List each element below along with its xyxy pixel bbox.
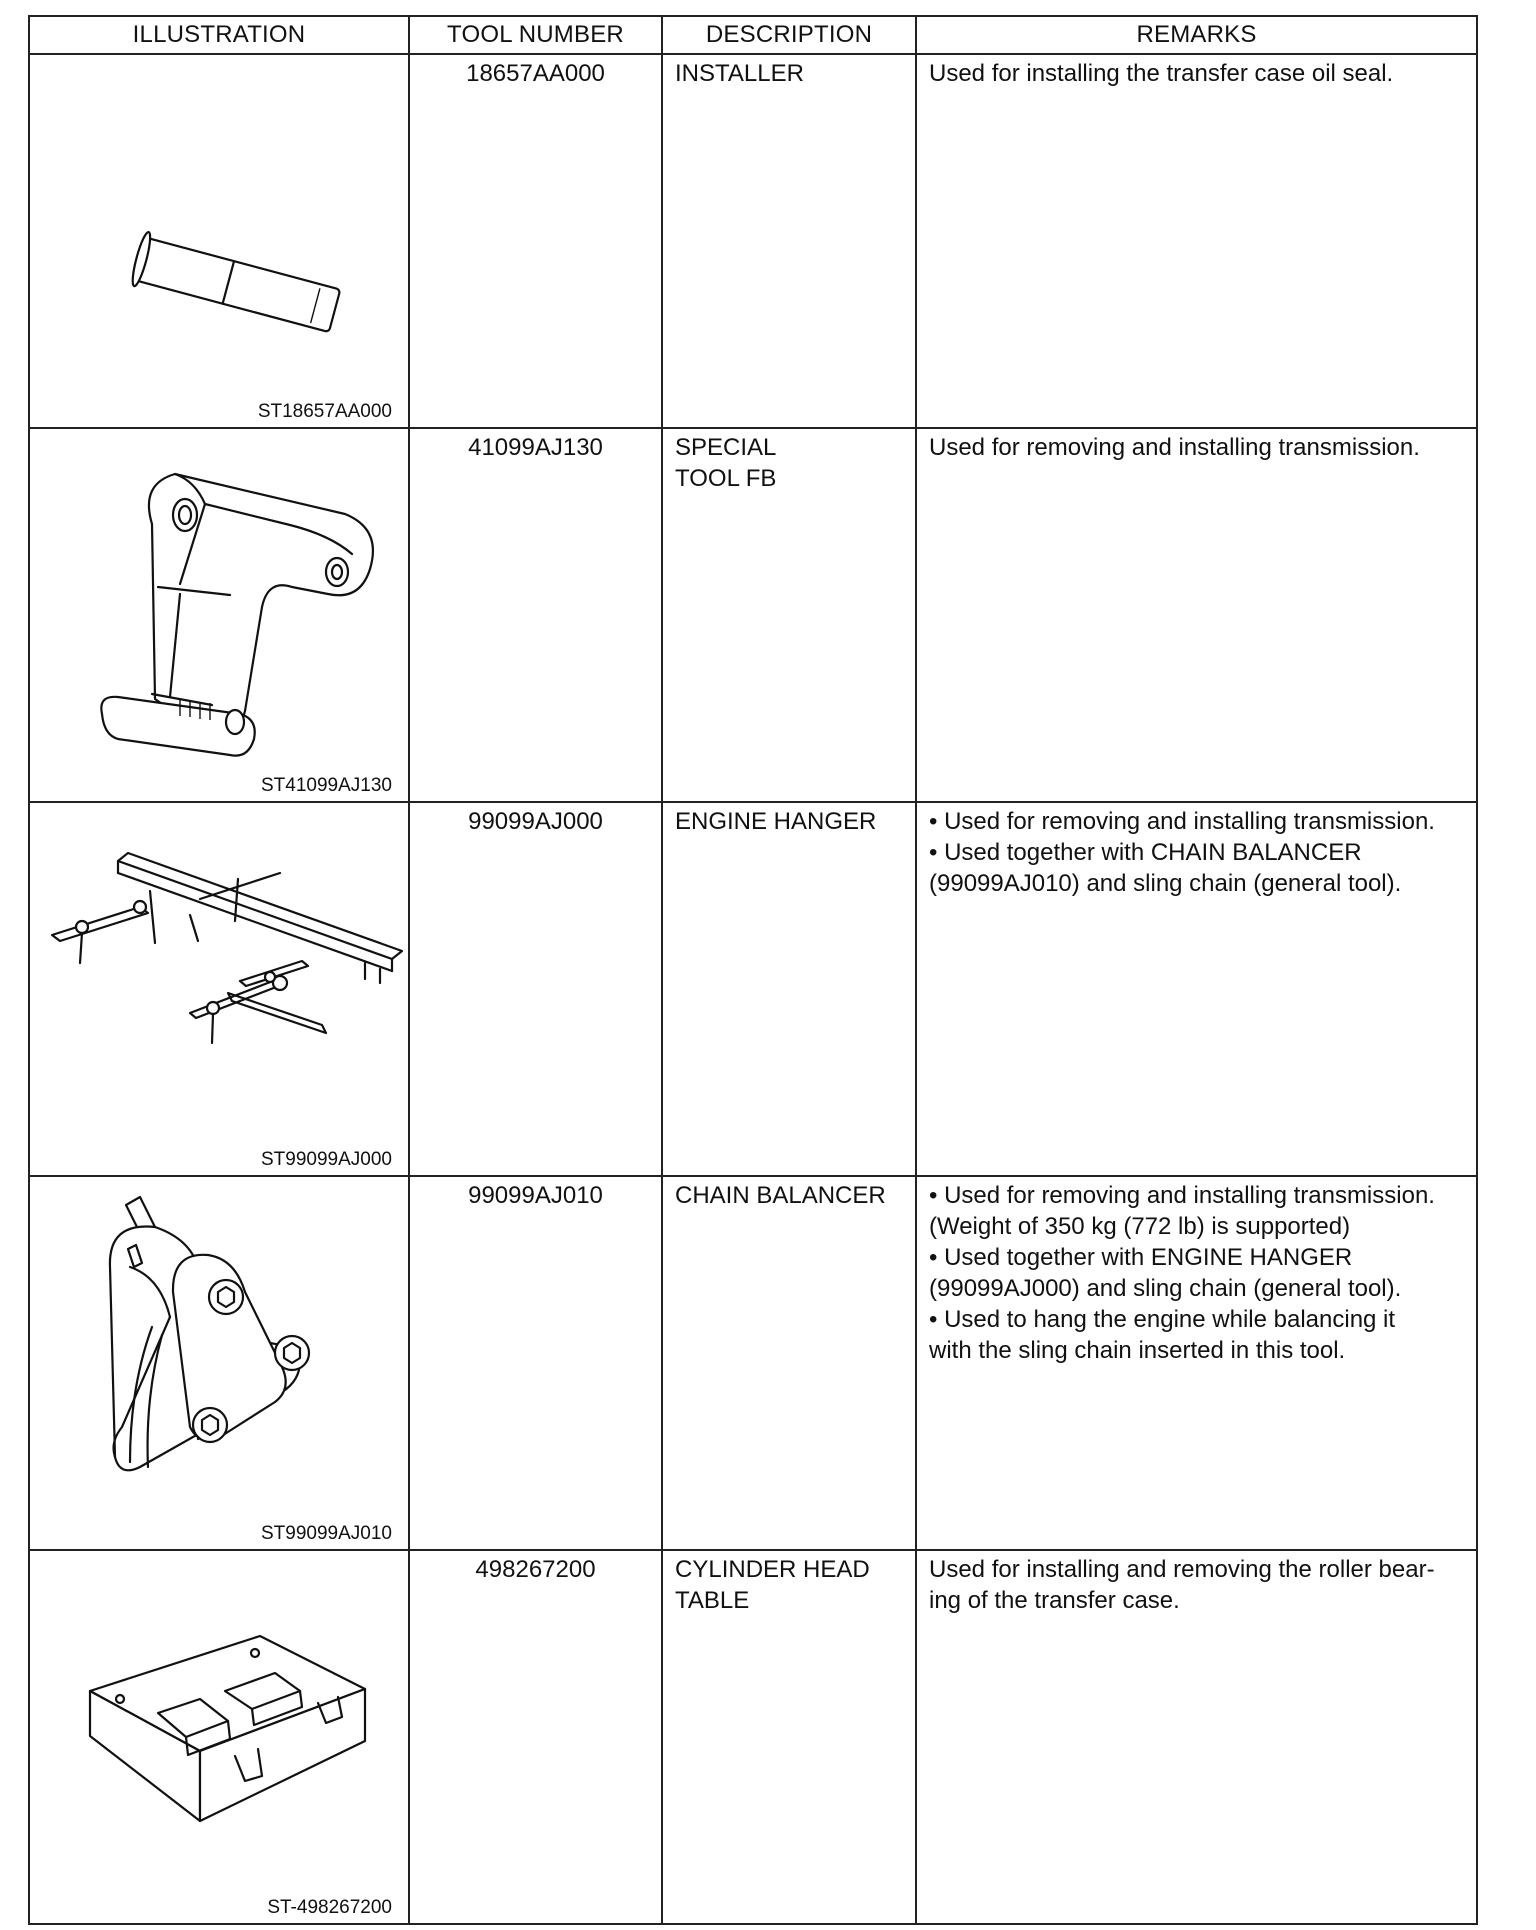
tool-number: 498267200 <box>409 1550 662 1924</box>
remark-line: (99099AJ000) and sling chain (general tool). <box>929 1275 1402 1302</box>
table-row <box>29 1550 1477 1924</box>
remark-line: (99099AJ010) and sling chain (general tool). <box>929 870 1402 897</box>
remark-line: (Weight of 350 kg (772 lb) is supported) <box>929 1213 1351 1240</box>
remark-line: Used for removing and installing transmission. <box>929 434 1420 461</box>
table-row <box>29 1176 1477 1550</box>
table-row <box>29 428 1477 802</box>
special-tool-fb-illustration <box>30 429 406 795</box>
illustration-cell <box>29 802 409 1176</box>
header-row <box>29 16 1477 54</box>
illustration-code: ST99099AJ010 <box>261 1523 392 1544</box>
remarks <box>916 54 1477 428</box>
tool-number: 99099AJ010 <box>409 1176 662 1550</box>
illustration-cell <box>29 1176 409 1550</box>
remarks <box>916 1176 1477 1550</box>
remark-line: • Used to hang the engine while balancing it <box>929 1306 1396 1333</box>
illustration-cell <box>29 54 409 428</box>
header-remarks: REMARKS <box>916 16 1477 54</box>
illustration-code: ST99099AJ000 <box>261 1149 392 1170</box>
remarks <box>916 1550 1477 1924</box>
cylinder-head-table-illustration <box>30 1551 406 1917</box>
remark-line: • Used for removing and installing transmission. <box>929 808 1435 835</box>
illustration-code: ST-498267200 <box>267 1897 392 1918</box>
table-row <box>29 54 1477 428</box>
header-description: DESCRIPTION <box>662 16 916 54</box>
special-tools-table <box>28 15 1478 1925</box>
description: ENGINE HANGER <box>662 802 916 1176</box>
remark-line: Used for installing the transfer case oil seal. <box>929 60 1394 87</box>
remark-line: with the sling chain inserted in this tool. <box>929 1337 1346 1364</box>
installer-illustration <box>30 55 406 421</box>
remark-line: Used for installing and removing the roller bear- <box>929 1556 1435 1583</box>
engine-hanger-illustration <box>30 803 406 1169</box>
tool-number: 99099AJ000 <box>409 802 662 1176</box>
table-row <box>29 802 1477 1176</box>
remark-line: • Used together with CHAIN BALANCER <box>929 839 1362 866</box>
illustration-cell <box>29 1550 409 1924</box>
illustration-cell <box>29 428 409 802</box>
illustration-code: ST18657AA000 <box>257 401 392 422</box>
tool-number: 41099AJ130 <box>409 428 662 802</box>
description: SPECIAL TOOL FB <box>662 428 916 802</box>
remarks <box>916 802 1477 1176</box>
description: INSTALLER <box>662 54 916 428</box>
remark-line: ing of the transfer case. <box>929 1587 1180 1614</box>
header-illustration: ILLUSTRATION <box>29 16 409 54</box>
illustration-code: ST41099AJ130 <box>261 775 392 796</box>
chain-balancer-illustration <box>30 1177 406 1543</box>
description: CHAIN BALANCER <box>662 1176 916 1550</box>
remarks <box>916 428 1477 802</box>
remark-line: • Used together with ENGINE HANGER <box>929 1244 1353 1271</box>
remark-line: • Used for removing and installing transmission. <box>929 1182 1435 1209</box>
header-tool-number: TOOL NUMBER <box>409 16 662 54</box>
tool-number: 18657AA000 <box>409 54 662 428</box>
description: CYLINDER HEAD TABLE <box>662 1550 916 1924</box>
